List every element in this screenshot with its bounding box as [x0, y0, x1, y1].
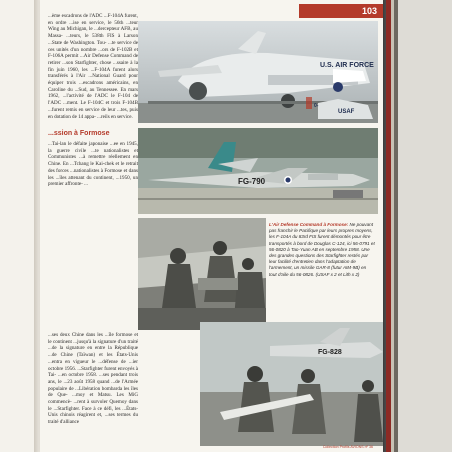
photo-crew-dismantling — [138, 218, 266, 330]
page-number-bar — [299, 4, 383, 18]
article-text-col2 — [48, 141, 138, 188]
fg-790-marking: FG-790 — [238, 177, 266, 186]
book-page-edges — [383, 0, 452, 452]
serial-partial: 0- — [314, 103, 319, 109]
photo-missile-loading — [200, 322, 383, 446]
caption-credit: (USAF x 2 et Lith x 2) — [315, 271, 360, 277]
page-footer: Collection Profils AVIONS nº 36 — [322, 445, 373, 449]
paragraph-2: ...Tai-lan le défaite japonaise ...ee en 1945, la guerre civile ...te nationalistes et Communistes ...à remettre réellement en Chine. En ...Tchang le Kai-chek et le retrait des forces ...nationalistes à Formose et dans les ...îles attenant du continent, ...1950, un premier affronte- ... — [48, 141, 138, 188]
paragraph-3: ...ses deux Chine dans les ...île formose et le continent ...jusqu'à la signature d'un traité ...de la signature en entre la République ...de Chine (Taïwan) et les États-Unis ...entra en vigueur le ...défense de ...ier octobre 1956. ...Starfighter furent envoyés à Tai- ...en octobre 1958. ...ses pendant trois ans, le ...23 août 1958 quand ...de l'Armée populaire de ...Libération bombarda les îles de Que- ...moy et Matsu. Les MiG commencè- ...rent à survoler Quemoy dans le ...Starfighter. Face à ce défi, les ...États-Unis chinois réagirent et, ...ses termes du traité d'alliance — [48, 332, 138, 426]
page-number: 103 — [361, 6, 377, 16]
magazine-page — [40, 0, 383, 452]
caption-lead: L'Air Defense Command à Formose: — [269, 222, 349, 227]
usaf-tail-marking: USAF — [338, 109, 355, 115]
article-text-col1 — [48, 13, 138, 120]
article-text-col3 — [48, 332, 138, 426]
caption-body: Ne pouvant pas franchir le Pacifique par leurs propres moyens, les F-104A du 83rd FIS furent démontés pour être transportés à bord de Douglas C-124, ici 56-0791 et 56-0820 à Tao-Yuan AB en septembre 1958. Une des grandes questions des Starfighter restés par leur facilité d'entretien dans l'adaptation de l'armement, un missile GAR-8 (futur AIM-9B) en tout d'aile du 56-0826. — [269, 222, 375, 277]
fg-828-marking: FG-828 — [318, 349, 342, 356]
photo-c124-transport — [138, 21, 378, 123]
photo-f104-ground — [138, 128, 378, 214]
section-heading: ...ssion à Formose — [48, 130, 110, 137]
paragraph-1: ...ème escadrons de l'ADC ...F-104A furent, en ordre ...ise en service, le 56th ...teur Wing au Michigan, le ...dercepteur AFB, au Massa- ...teurs, le 538th FIS à Larson ...State de Washington. Tou- ...te service de ces unités d'un nombre ...ors de F-102B et F-106A permit ...Air Defense Command de retirer ...son Starfighter, chose ...ssaire à la fin juin 1960, les ...F-104A furent alors transférés à l'Air ...National Guard pour équiper trois ...escadrons américains, en Caroline du ...Sud, au Tennessee. En mars 1962, ...l'activité de l'ADC le F-104 de l'ADC ...ment. Le F-104C et trois F-104B ...furent remis en service de leur ...tes, puis en dotation de 14 appa- ...reils en service. — [48, 13, 138, 120]
photo-caption — [269, 222, 375, 278]
us-air-force-marking: U.S. AIR FORCE — [320, 62, 374, 69]
